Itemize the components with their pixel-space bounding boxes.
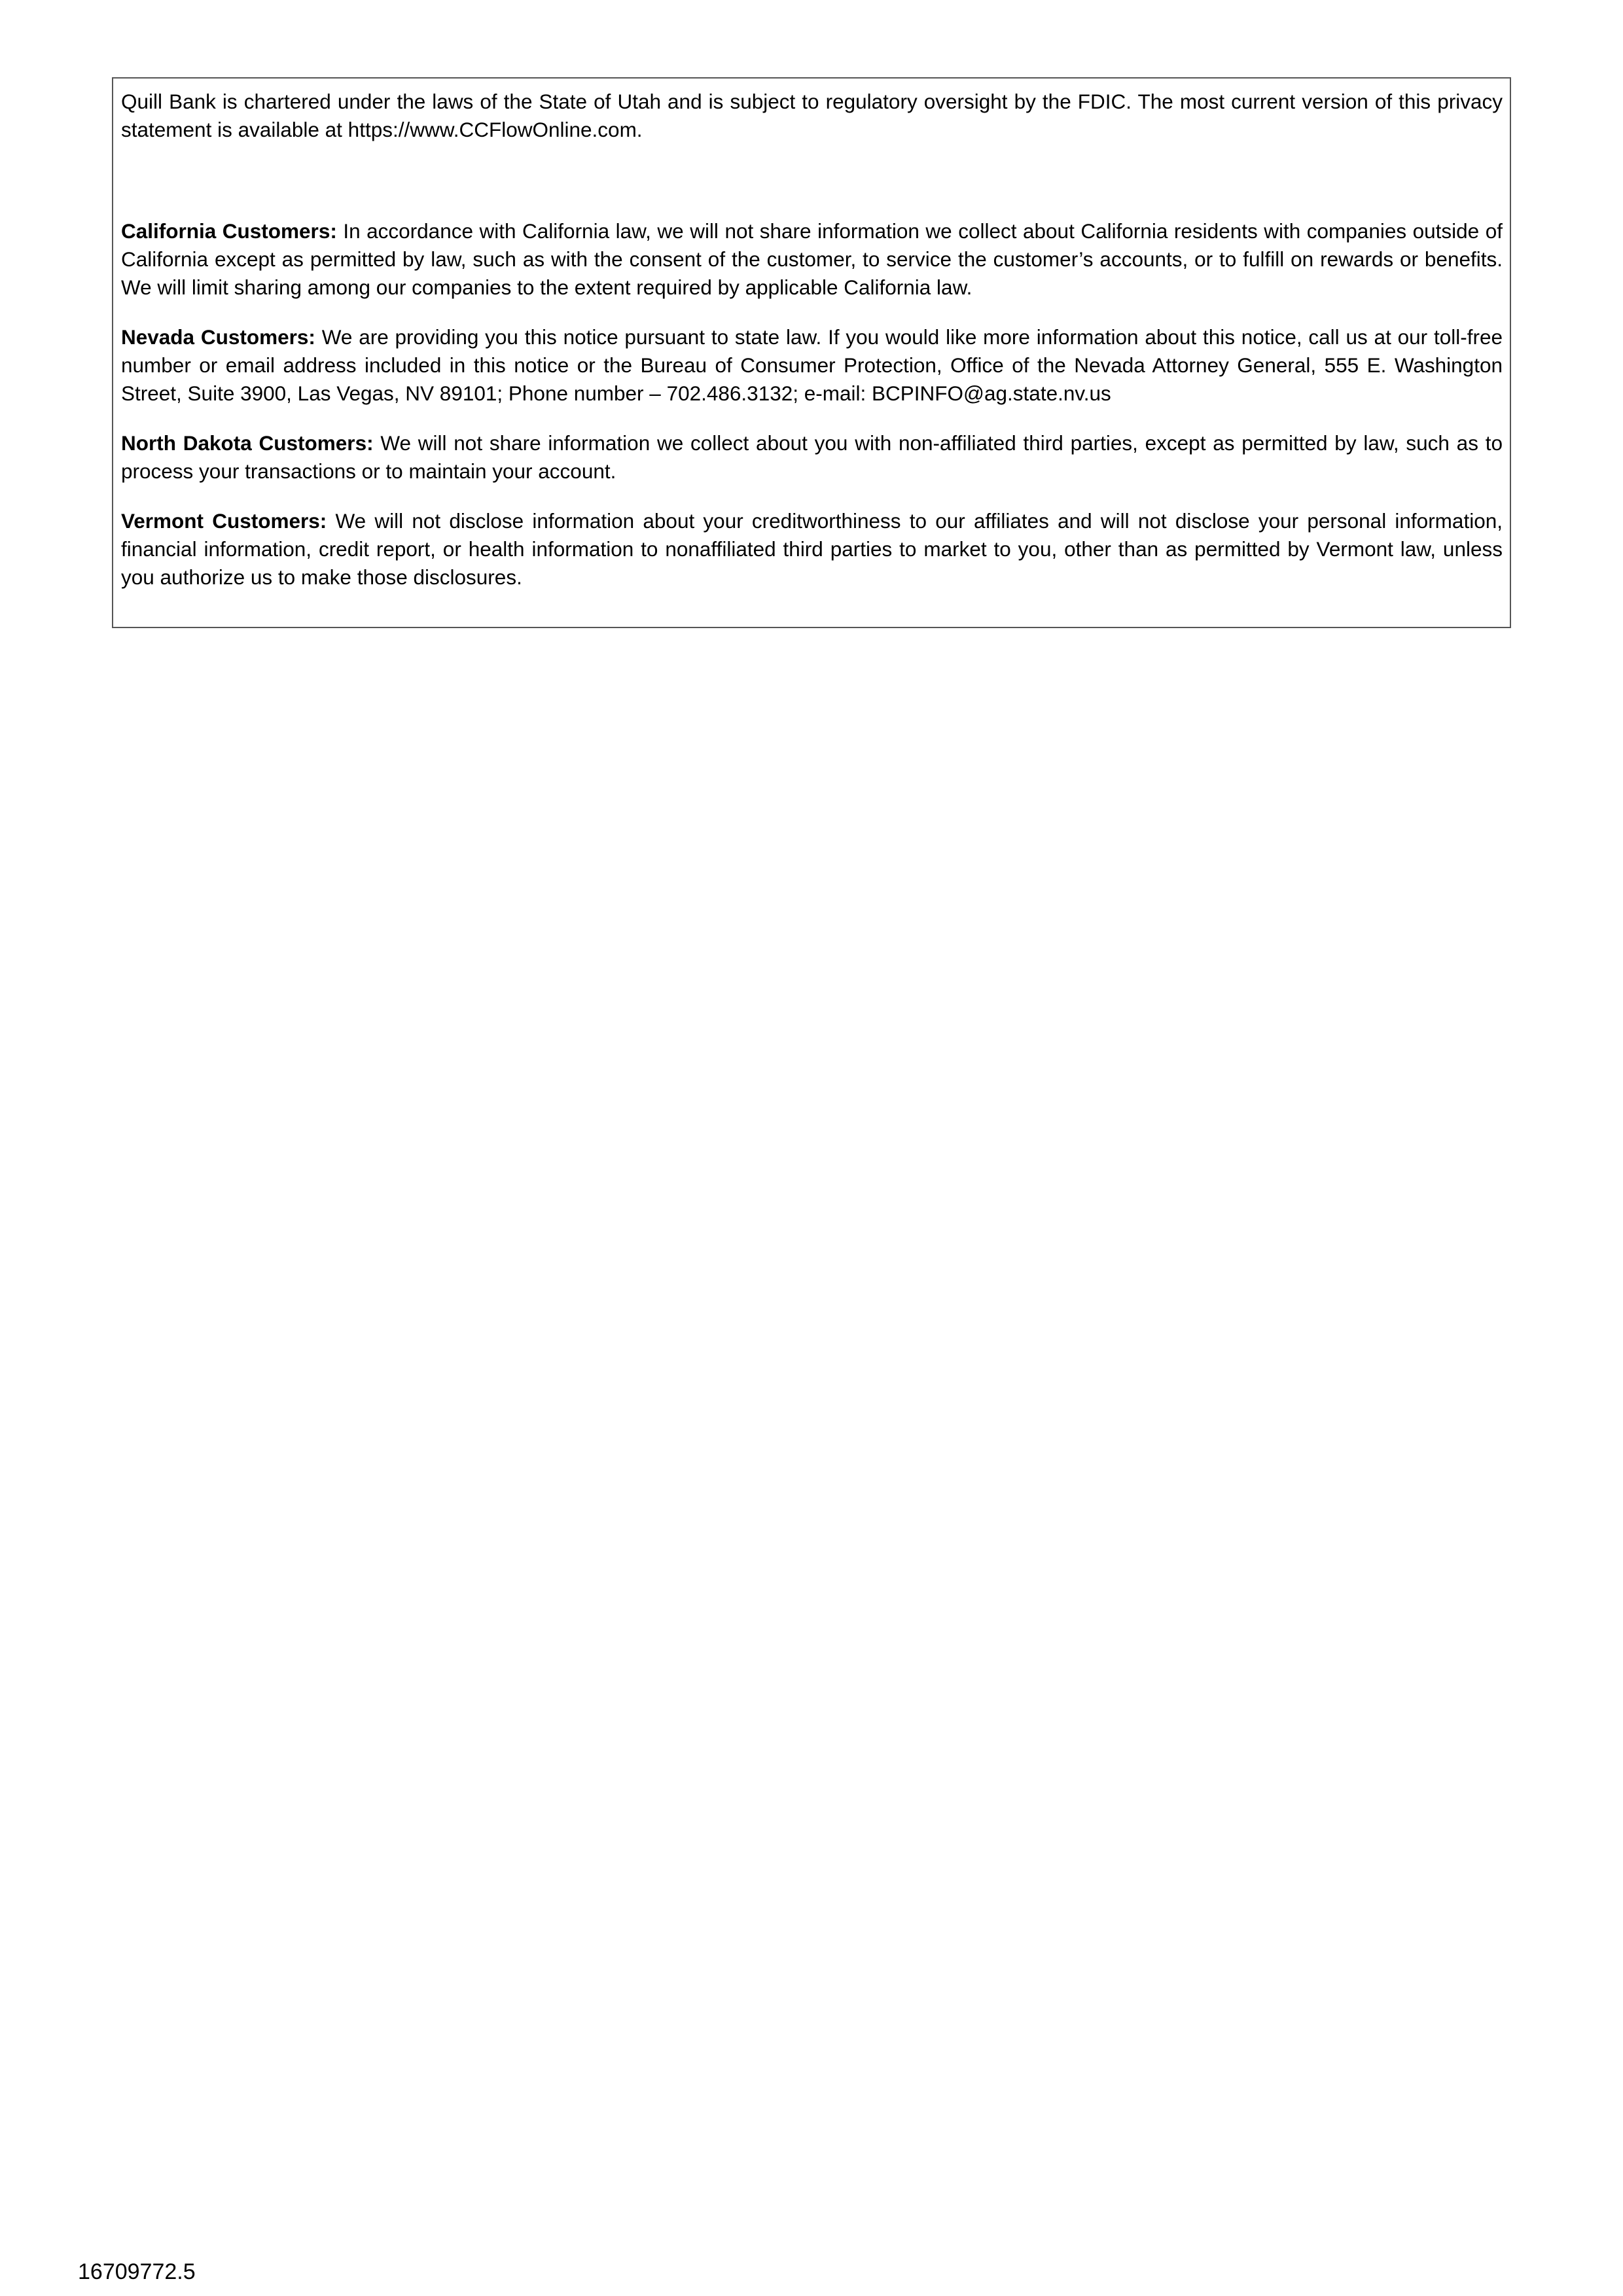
north-dakota-section xyxy=(121,429,1503,486)
nevada-section xyxy=(121,323,1503,408)
privacy-notice-box xyxy=(112,77,1511,628)
north-dakota-heading: North Dakota Customers: xyxy=(121,431,374,455)
notice-intro: Quill Bank is chartered under the laws of the State of Utah and is subject to regulatory oversight by the FDIC. The most current version of this privacy statement is available at https://www.CCFlowOnline.com. xyxy=(121,90,1503,141)
vermont-heading: Vermont Customers: xyxy=(121,509,327,533)
nevada-heading: Nevada Customers: xyxy=(121,325,315,349)
vermont-text: We will not disclose information about your creditworthiness to our affiliates and will not disclose your personal information, financial information, credit report, or health information to nonaffiliated third parties to market to you, other than as permitted by Vermont law, unless you authorize us to make those disclosures. xyxy=(121,509,1503,589)
vermont-section xyxy=(121,507,1503,592)
document-id: 16709772.5 xyxy=(78,2259,196,2284)
california-text: In accordance with California law, we will not share information we collect about California residents with companies outside of California except as permitted by law, such as with the consent of the customer, to service the customer’s accounts, or to fulfill on rewards or benefits. We will limit sharing among our companies to the extent required by applicable California law. xyxy=(121,219,1503,299)
nevada-text: We are providing you this notice pursuant to state law. If you would like more information about this notice, call us at our toll-free number or email address included in this notice or the Bureau of Consumer Protection, Office of the Nevada Attorney General, 555 E. Washington Street, Suite 3900, Las Vegas, NV 89101; Phone number – 702.486.3132; e-mail: BCPINFO@ag.state.nv.us xyxy=(121,325,1503,405)
north-dakota-text: We will not share information we collect about you with non-affiliated third parties, except as permitted by law, such as to process your transactions or to maintain your account. xyxy=(121,431,1503,483)
california-section xyxy=(121,217,1503,302)
california-heading: California Customers: xyxy=(121,219,337,243)
